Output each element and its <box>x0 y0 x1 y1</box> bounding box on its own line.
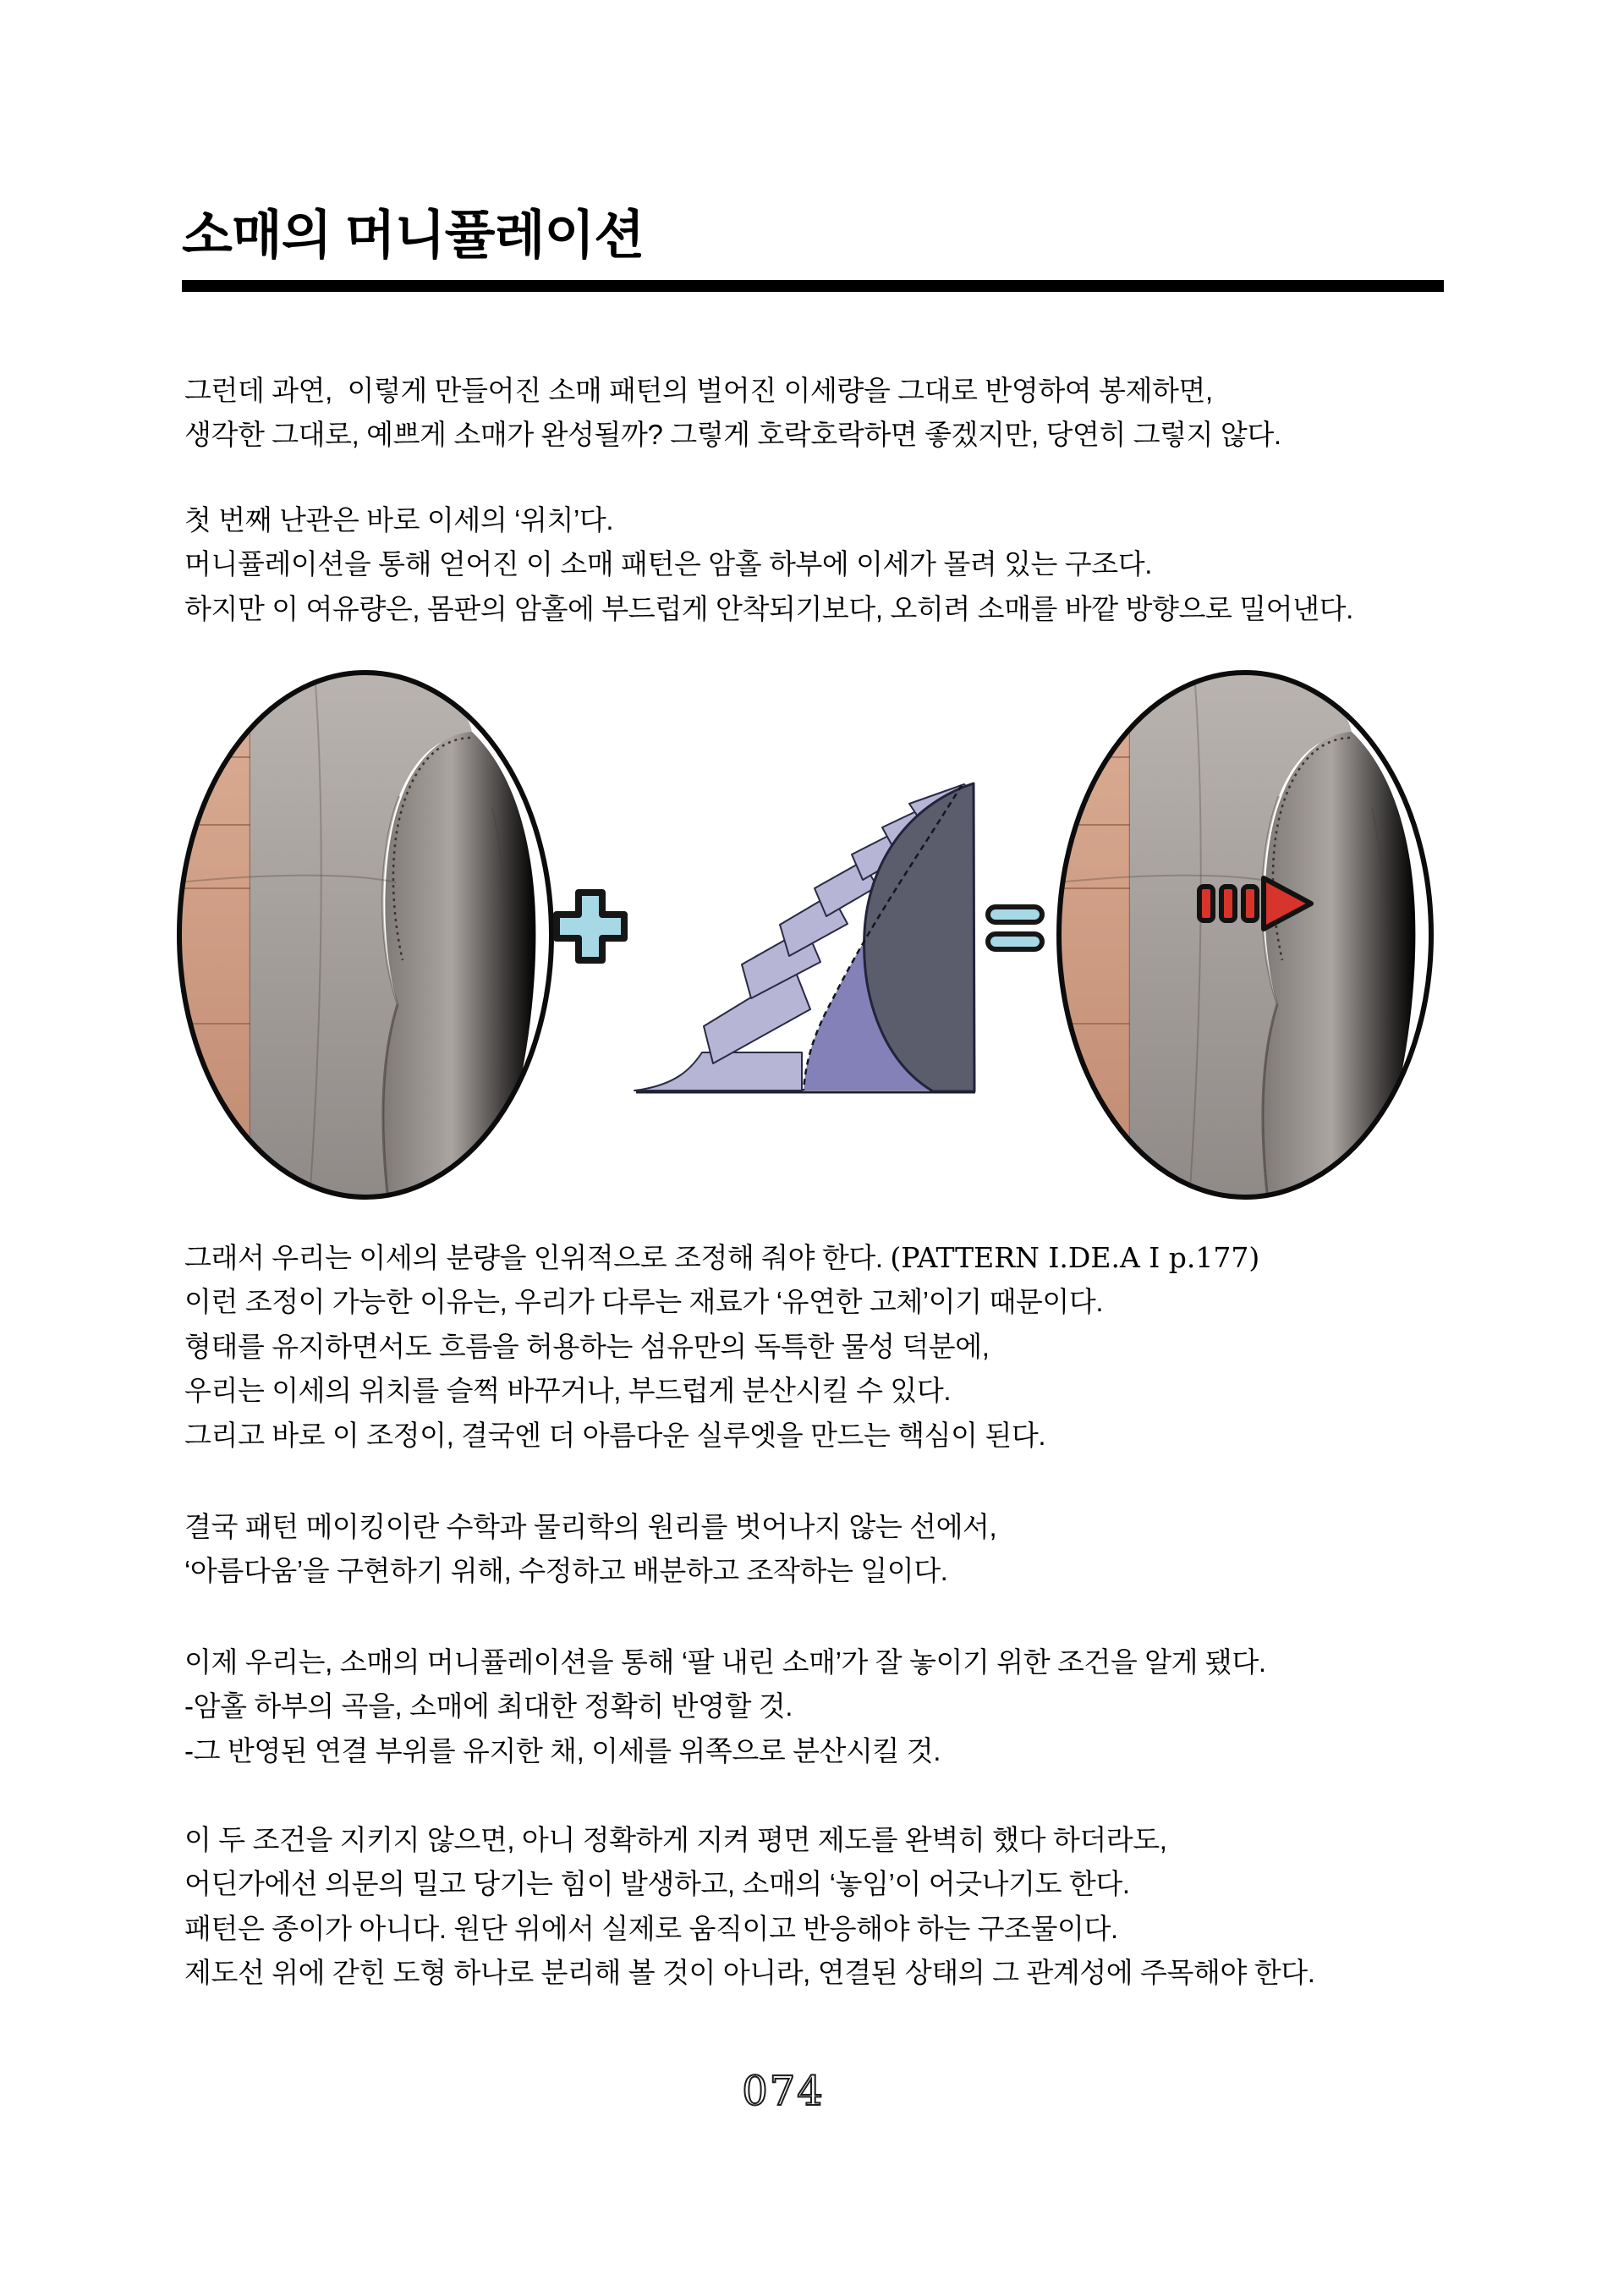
page-number: 074 <box>742 2068 825 2115</box>
text-line: 하지만 이 여유량은, 몸판의 암홀에 부드럽게 안착되기보다, 오히려 소매를 바깥 방향으로 밀어낸다. <box>184 592 1353 624</box>
page-title: 소매의 머니퓰레이션 <box>182 206 645 265</box>
paragraph-adjustment <box>184 1236 1259 1458</box>
text-line: 머니퓰레이션을 통해 얻어진 이 소매 패턴은 암홀 하부에 이세가 몰려 있는 구조다. <box>184 548 1152 580</box>
text-line: 그리고 바로 이 조정이, 결국엔 더 아름다운 실루엣을 만드는 핵심이 된다. <box>184 1419 1046 1451</box>
text-line <box>184 1236 1259 1280</box>
render-after-oval <box>1057 668 1431 1201</box>
plus-icon <box>557 893 624 960</box>
text-line: -암홀 하부의 곡을, 소매에 최대한 정확히 반영할 것. <box>184 1690 793 1722</box>
text-line: 어딘가에선 의문의 밀고 당기는 힘이 발생하고, 소매의 ‘놓임’이 어긋나기도 한다. <box>184 1868 1130 1900</box>
text-line: 첫 번째 난관은 바로 이세의 ‘위치’다. <box>184 504 614 536</box>
equals-icon <box>988 907 1042 949</box>
text-line: 이제 우리는, 소매의 머니퓰레이션을 통해 ‘팔 내린 소매’가 잘 놓이기 위한 조건을 알게 됐다. <box>184 1646 1266 1678</box>
text-line: 형태를 유지하면서도 흐름을 허용하는 섬유만의 독특한 물성 덕분에, <box>184 1330 990 1362</box>
ease-distribution-diagram <box>634 783 975 1092</box>
paragraph-conclusion <box>184 1818 1314 1996</box>
text-line: 결국 패턴 메이킹이란 수학과 물리학의 원리를 벗어나지 않는 선에서, <box>184 1511 997 1542</box>
paragraph-conditions <box>184 1640 1266 1773</box>
render-before-oval <box>178 668 551 1201</box>
book-reference: (PATTERN I.DE.A I p.177) <box>890 1241 1260 1274</box>
text-line: 패턴은 종이가 아니다. 원단 위에서 실제로 움직이고 반응해야 하는 구조물이다. <box>184 1912 1118 1944</box>
text-line: 그런데 과연, 이렇게 만들어진 소매 패턴의 벌어진 이세량을 그대로 반영하여 봉제하면, <box>184 375 1213 406</box>
text-line: ‘아름다움’을 구현하기 위해, 수정하고 배분하고 조작하는 일이다. <box>184 1555 948 1587</box>
text-line: 이 두 조건을 지키지 않으면, 아니 정확하게 지켜 평면 제도를 완벽히 했다 하더라도, <box>184 1824 1167 1855</box>
text-segment: 그래서 우리는 이세의 분량을 인위적으로 조정해 줘야 한다. <box>184 1242 891 1273</box>
text-line: -그 반영된 연결 부위를 유지한 채, 이세를 위쪽으로 분산시킬 것. <box>184 1734 941 1766</box>
text-line: 생각한 그대로, 예쁘게 소매가 완성될까? 그렇게 호락호락하면 좋겠지만, 당연히 그렇지 않다. <box>184 419 1281 451</box>
text-line: 제도선 위에 갇힌 도형 하나로 분리해 볼 것이 아니라, 연결된 상태의 그 관계성에 주목해야 한다. <box>184 1957 1315 1989</box>
text-line: 우리는 이세의 위치를 슬쩍 바꾸거나, 부드럽게 분산시킬 수 있다. <box>184 1375 952 1407</box>
text-line: 이런 조정이 가능한 이유는, 우리가 다루는 재료가 ‘유연한 고체’이기 때문이다. <box>184 1286 1104 1318</box>
paragraph-pattern-making <box>184 1505 996 1594</box>
